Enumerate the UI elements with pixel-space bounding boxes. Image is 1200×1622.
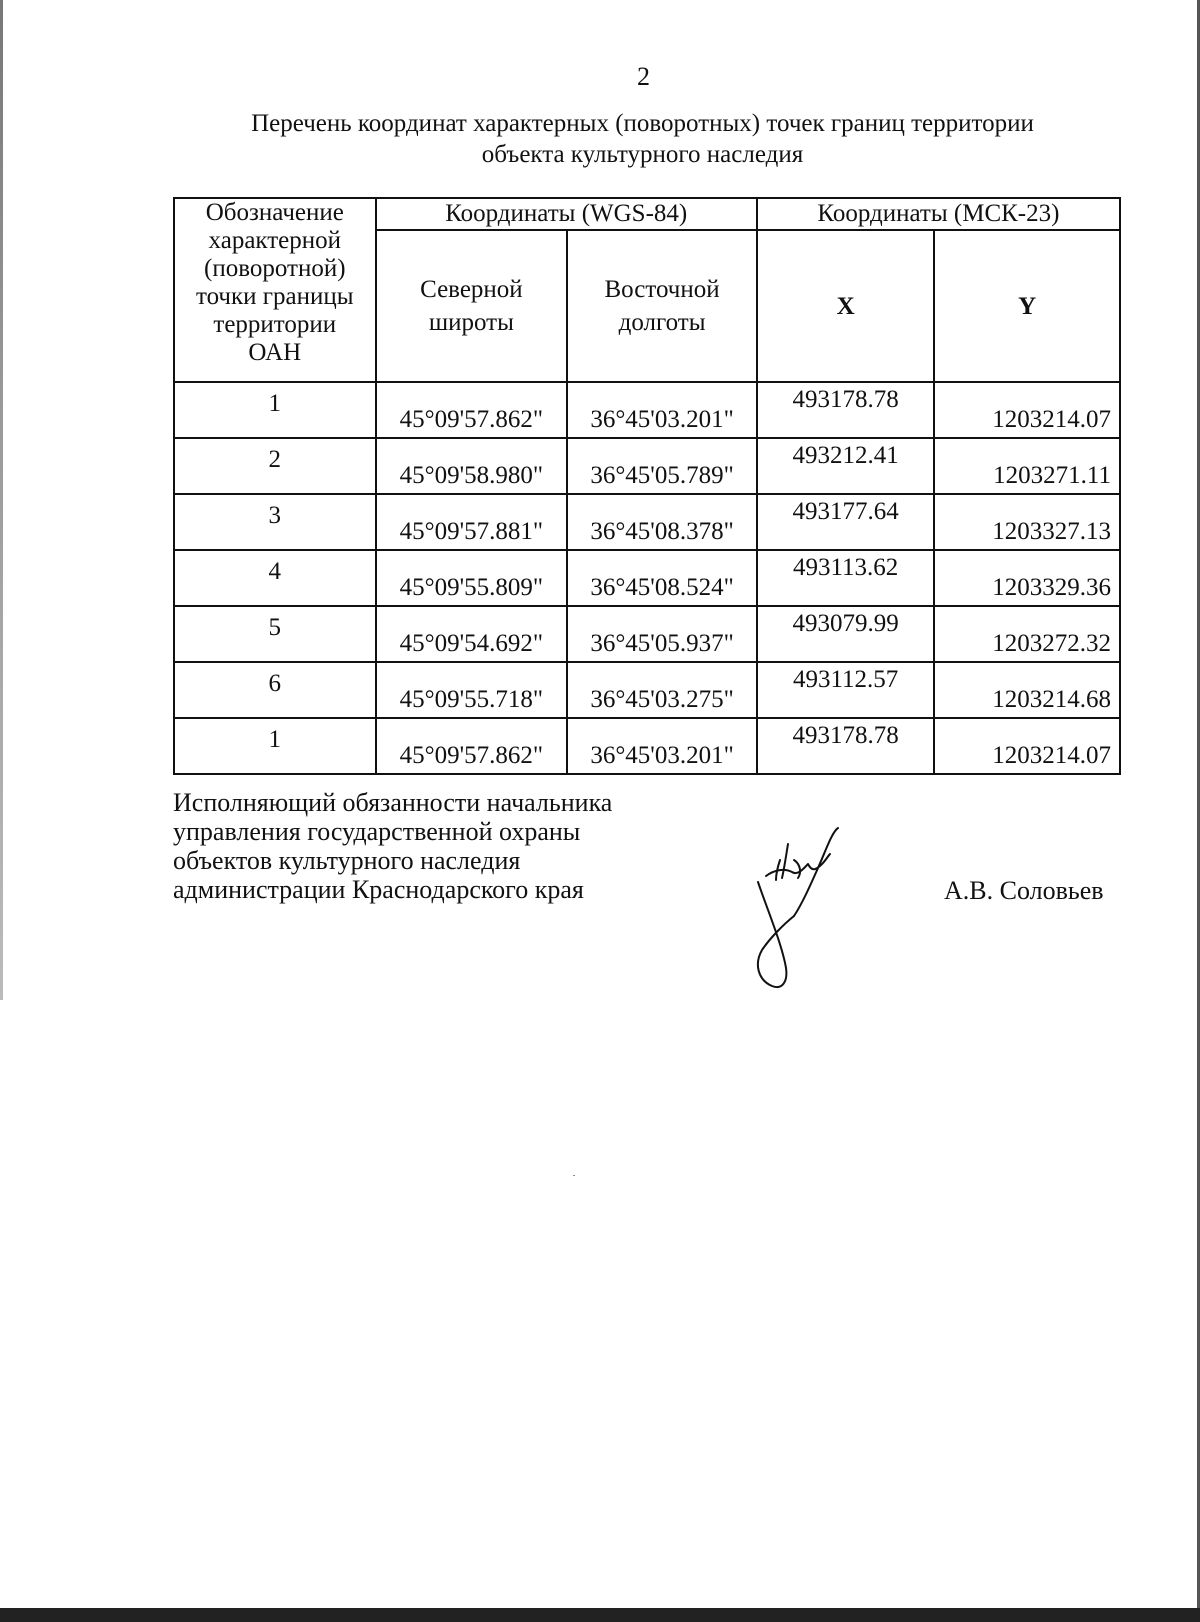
longitude-value: 36°45'05.937" bbox=[567, 606, 757, 662]
signatory-name: А.В. Соловьев bbox=[944, 876, 1104, 905]
header-point-line: (поворотной) bbox=[204, 255, 346, 282]
y-value: 1203214.07 bbox=[934, 382, 1120, 438]
longitude-value: 36°45'03.201" bbox=[567, 382, 757, 438]
longitude-value: 36°45'08.378" bbox=[567, 494, 757, 550]
latitude-value: 45°09'58.980" bbox=[376, 438, 568, 494]
y-value: 1203271.11 bbox=[934, 438, 1120, 494]
document-title bbox=[120, 108, 1165, 170]
y-value: 1203272.32 bbox=[934, 606, 1120, 662]
table-row bbox=[174, 494, 1120, 550]
header-y: Y bbox=[934, 230, 1120, 382]
x-value: 493079.99 bbox=[757, 606, 934, 662]
signatory-position bbox=[173, 788, 612, 904]
header-x: X bbox=[757, 230, 934, 382]
longitude-value: 36°45'03.275" bbox=[567, 662, 757, 718]
table-row bbox=[174, 662, 1120, 718]
position-line: управления государственной охраны bbox=[173, 817, 581, 846]
position-line: администрации Краснодарского края bbox=[173, 875, 584, 904]
table-row bbox=[174, 550, 1120, 606]
y-value: 1203329.36 bbox=[934, 550, 1120, 606]
y-value: 1203214.68 bbox=[934, 662, 1120, 718]
header-latitude bbox=[376, 230, 568, 382]
header-point-designation bbox=[174, 198, 376, 382]
latitude-value: 45°09'55.718" bbox=[376, 662, 568, 718]
header-longitude bbox=[567, 230, 757, 382]
point-number: 2 bbox=[174, 438, 376, 494]
scan-edge-bottom bbox=[0, 1608, 1200, 1622]
latitude-value: 45°09'57.881" bbox=[376, 494, 568, 550]
point-number: 1 bbox=[174, 718, 376, 774]
longitude-value: 36°45'05.789" bbox=[567, 438, 757, 494]
point-number: 3 bbox=[174, 494, 376, 550]
position-line: объектов культурного наследия bbox=[173, 846, 521, 875]
x-value: 493178.78 bbox=[757, 718, 934, 774]
x-value: 493112.57 bbox=[757, 662, 934, 718]
x-value: 493113.62 bbox=[757, 550, 934, 606]
scan-speck bbox=[573, 1175, 575, 1176]
y-value: 1203327.13 bbox=[934, 494, 1120, 550]
position-line: Исполняющий обязанности начальника bbox=[173, 788, 613, 817]
title-line-1: Перечень координат характерных (поворотных) точек границ территории bbox=[251, 110, 1034, 137]
longitude-value: 36°45'03.201" bbox=[567, 718, 757, 774]
table-row bbox=[174, 606, 1120, 662]
longitude-value: 36°45'08.524" bbox=[567, 550, 757, 606]
point-number: 1 bbox=[174, 382, 376, 438]
x-value: 493212.41 bbox=[757, 438, 934, 494]
header-point-line: характерной bbox=[208, 227, 342, 254]
header-lon-line: Восточной bbox=[604, 276, 720, 303]
header-wgs84: Координаты (WGS-84) bbox=[376, 198, 757, 230]
latitude-value: 45°09'55.809" bbox=[376, 550, 568, 606]
header-point-line: точки границы bbox=[195, 283, 354, 310]
x-value: 493178.78 bbox=[757, 382, 934, 438]
y-value: 1203214.07 bbox=[934, 718, 1120, 774]
title-line-2: объекта культурного наследия bbox=[481, 141, 804, 168]
handwritten-signature bbox=[730, 820, 860, 995]
point-number: 6 bbox=[174, 662, 376, 718]
latitude-value: 45°09'57.862" bbox=[376, 718, 568, 774]
table-row bbox=[174, 438, 1120, 494]
scan-edge-left bbox=[0, 0, 3, 1000]
header-msk23: Координаты (МСК-23) bbox=[757, 198, 1120, 230]
x-value: 493177.64 bbox=[757, 494, 934, 550]
coordinates-table bbox=[173, 197, 1121, 775]
header-point-line: территории bbox=[213, 311, 337, 338]
header-lon-line: долготы bbox=[618, 309, 706, 336]
point-number: 5 bbox=[174, 606, 376, 662]
header-lat-line: Северной bbox=[420, 276, 523, 303]
table-row bbox=[174, 382, 1120, 438]
latitude-value: 45°09'54.692" bbox=[376, 606, 568, 662]
header-point-line: ОАН bbox=[248, 339, 302, 366]
point-number: 4 bbox=[174, 550, 376, 606]
table-row bbox=[174, 718, 1120, 774]
latitude-value: 45°09'57.862" bbox=[376, 382, 568, 438]
header-lat-line: широты bbox=[428, 309, 514, 336]
page-number: 2 bbox=[637, 62, 650, 91]
header-point-line: Обозначение bbox=[205, 199, 344, 226]
